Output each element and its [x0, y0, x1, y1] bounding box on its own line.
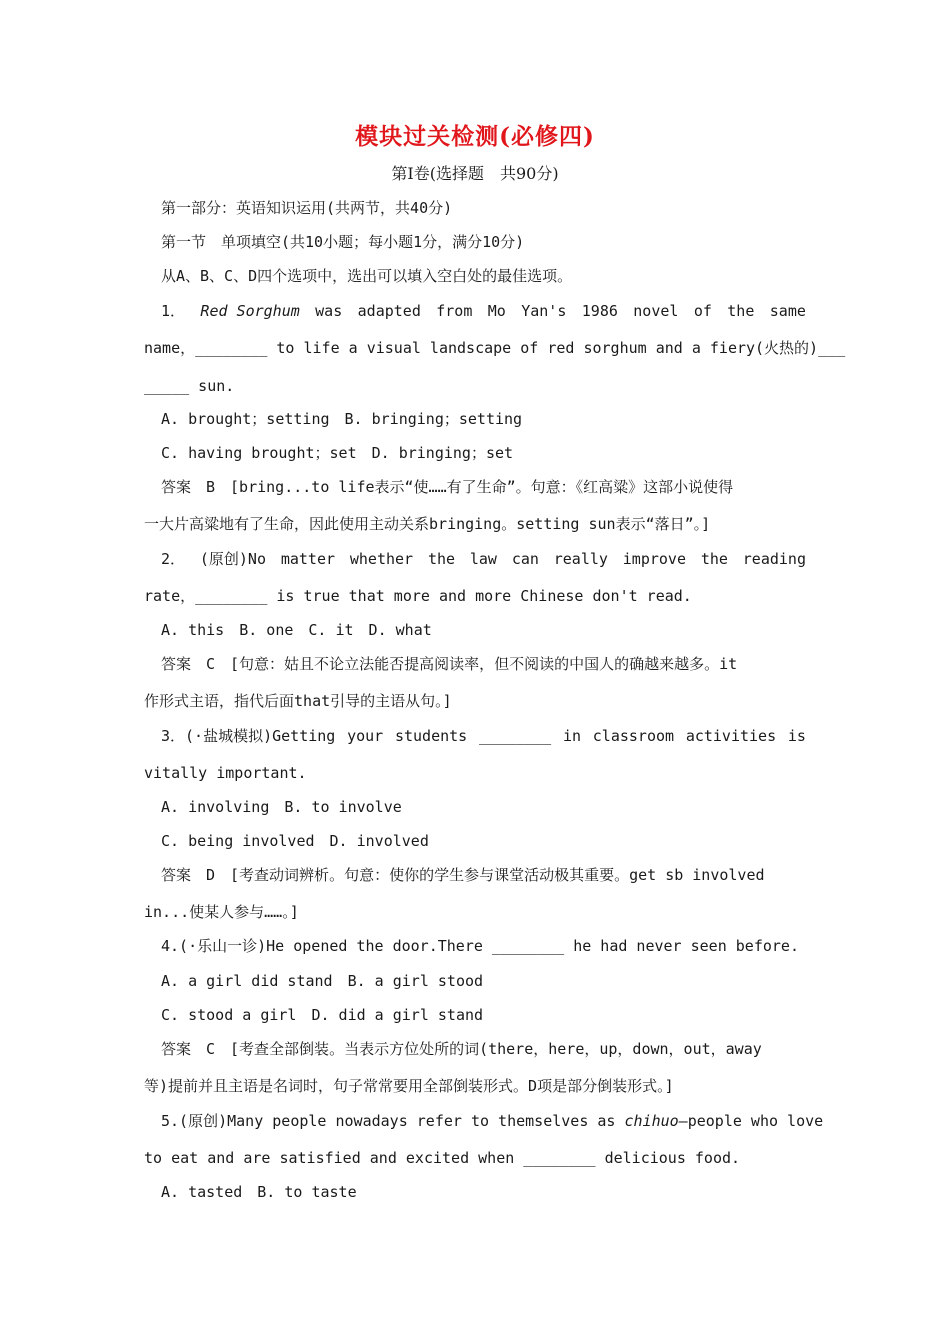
q5-line2: to eat and are satisfied and excited when ________ delicious food. — [144, 1149, 741, 1167]
q1-options-ab: A. brought；setting B. bringing；setting — [161, 410, 523, 428]
part-heading: 第一部分：英语知识运用(共两节，共40分) — [161, 199, 453, 217]
q3-line2: vitally important. — [144, 764, 307, 782]
q2-answer-cont: 作形式主语，指代后面that引导的主语从句。] — [144, 692, 452, 710]
q3-answer: 答案 D [考查动词辨析。句意：使你的学生参与课堂活动极其重要。get sb involved — [161, 866, 765, 884]
q3-answer-cont: in...使某人参与……。] — [144, 903, 299, 921]
section-subtitle: 第Ⅰ卷(选择题 共90分) — [391, 164, 559, 183]
q2-options: A. this B. one C. it D. what — [161, 621, 432, 639]
q4-answer: 答案 C [考查全部倒装。当表示方位处所的词(there，here，up，down，out，away — [161, 1040, 762, 1058]
q2-line2: rate，________ is true that more and more Chinese don't read. — [144, 587, 692, 605]
q3-options-cd: C. being involved D. involved — [161, 832, 429, 850]
q2-line1: 2． (原创)No matter whether the law can really improve the reading — [161, 550, 806, 568]
q3-options-ab: A. involving B. to involve — [161, 798, 402, 816]
q1-line2: name，________ to life a visual landscape of red sorghum and a fiery(火热的)___ — [144, 339, 846, 357]
q2-answer: 答案 C [句意：姑且不论立法能否提高阅读率，但不阅读的中国人的确越来越多。it — [161, 655, 738, 673]
q3-line1: 3．(·盐城模拟)Getting your students ________ in classroom activities is — [161, 727, 806, 745]
instruction-text: 从A、B、C、D四个选项中，选出可以填入空白处的最佳选项。 — [161, 267, 573, 285]
q4-options-cd: C. stood a girl D. did a girl stand — [161, 1006, 484, 1024]
q4-line1: 4.(·乐山一诊)He opened the door.There ________ he had never seen before. — [161, 937, 799, 955]
q4-options-ab: A. a girl did stand B. a girl stood — [161, 972, 484, 990]
q5-line1: 5.(原创)Many people nowadays refer to themselves as chihuo—people who love — [161, 1112, 824, 1130]
q1-answer-cont: 一大片高粱地有了生命，因此使用主动关系bringing。setting sun表示“落日”。] — [144, 515, 711, 533]
section-heading: 第一节 单项填空(共10小题；每小题1分，满分10分) — [161, 233, 525, 251]
page-title: 模块过关检测(必修四) — [355, 123, 595, 150]
q1-answer: 答案 B [bring...to life表示“使……有了生命”。句意：《红高粱》这部小说使得 — [161, 478, 734, 496]
q4-answer-cont: 等)提前并且主语是名词时，句子常常要用全部倒装形式。D项是部分倒装形式。] — [144, 1077, 674, 1095]
q1-options-cd: C. having brought；set D. bringing；set — [161, 444, 514, 462]
q1-line3: _____ sun. — [144, 377, 235, 395]
q1-line1: 1． Red Sorghum was adapted from Mo Yan's 1986 novel of the same — [161, 302, 806, 320]
q5-options-ab: A. tasted B. to taste — [161, 1183, 357, 1201]
